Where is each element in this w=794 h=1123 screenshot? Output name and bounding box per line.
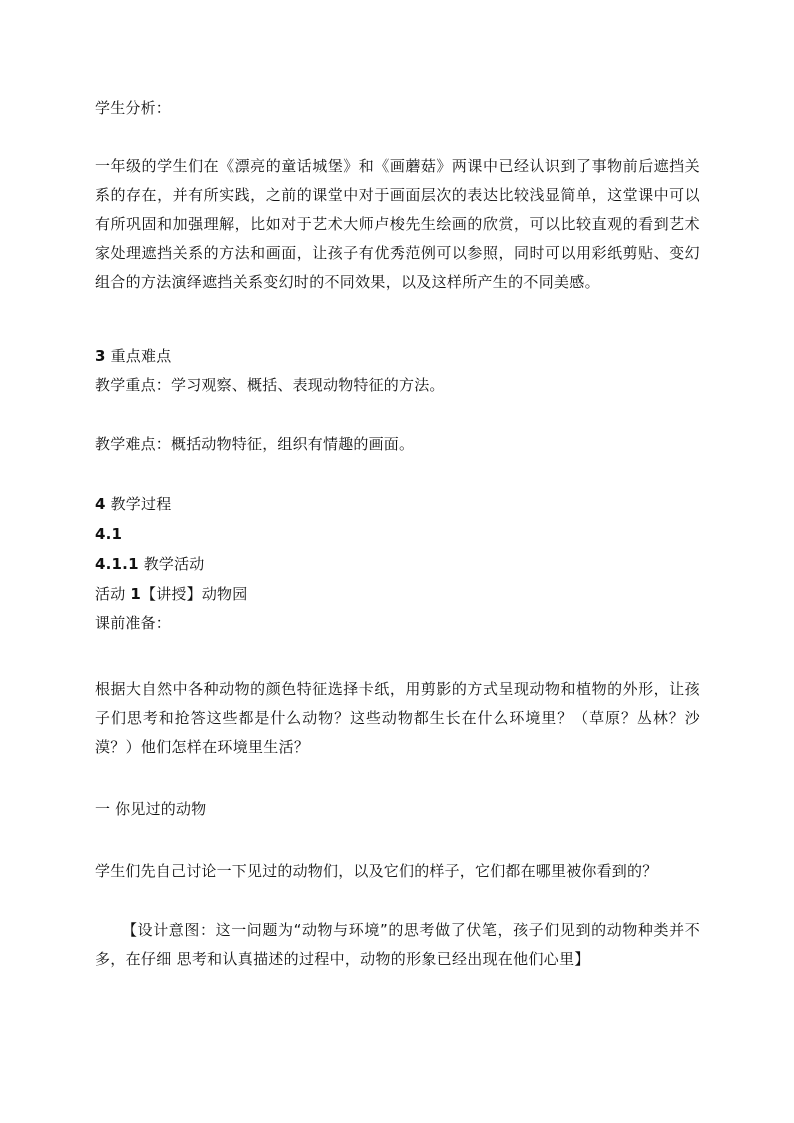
discussion-text: 学生们先自己讨论一下见过的动物们，以及它们的样子，它们都在哪里被你看到的？ [95, 862, 658, 880]
activity-section-heading [95, 554, 205, 574]
process-subsection-number: 4.1 [95, 525, 123, 543]
activity-section-title: 教学活动 [143, 555, 205, 573]
prep-label: 课前准备： [95, 614, 172, 632]
activity-name: 【讲授】动物园 [141, 585, 248, 603]
teaching-focus: 教学重点：学习观察、概括、表现动物特征的方法。 [95, 376, 445, 394]
design-intent: 【设计意图：这一问题为“动物与环境”的思考做了伏笔，孩子们见到的动物种类并不多，在仔细 思考和认真描述的过程中，动物的形象已经出现在他们心里】 [95, 921, 700, 968]
student-analysis-heading: 学生分析： [95, 99, 172, 117]
prep-body: 根据大自然中各种动物的颜色特征选择卡纸，用剪影的方式呈现动物和植物的外形，让孩子们思考和抢答这些都是什么动物？这些动物都生长在什么环境里？（草原？丛林？沙漠？）他们怎样在环境里生活？ [95, 680, 700, 756]
process-heading [95, 494, 171, 514]
process-title: 教学过程 [110, 495, 172, 513]
activity-heading [95, 584, 247, 604]
activity-index: 1 [130, 585, 142, 603]
key-points-title: 重点难点 [110, 347, 172, 365]
student-analysis-body: 一年级的学生们在《漂亮的童话城堡》和《画蘑菇》两课中已经认识到了事物前后遮挡关系的存在，并有所实践，之前的课堂中对于画面层次的表达比较浅显简单，这堂课中可以有所巩固和加强理解，比如对于艺术大师卢梭先生绘画的欣赏，可以比较直观的看到艺术家处理遮挡关系的方法和画面，让孩子有优秀范例可以参照，同时可以用彩纸剪贴、变幻组合的方法演绎遮挡关系变幻时的不同效果，以及这样所产生的不同美感。 [95, 157, 700, 291]
process-number: 4 [95, 495, 106, 513]
key-points-number: 3 [95, 347, 106, 365]
teaching-difficulty: 教学难点：概括动物特征，组织有情趣的画面。 [95, 435, 415, 453]
key-points-heading [95, 346, 171, 366]
activity-section-number: 4.1.1 [95, 555, 139, 573]
activity-label: 活动 [95, 585, 126, 603]
section-one-heading: 一 你见过的动物 [95, 800, 207, 818]
